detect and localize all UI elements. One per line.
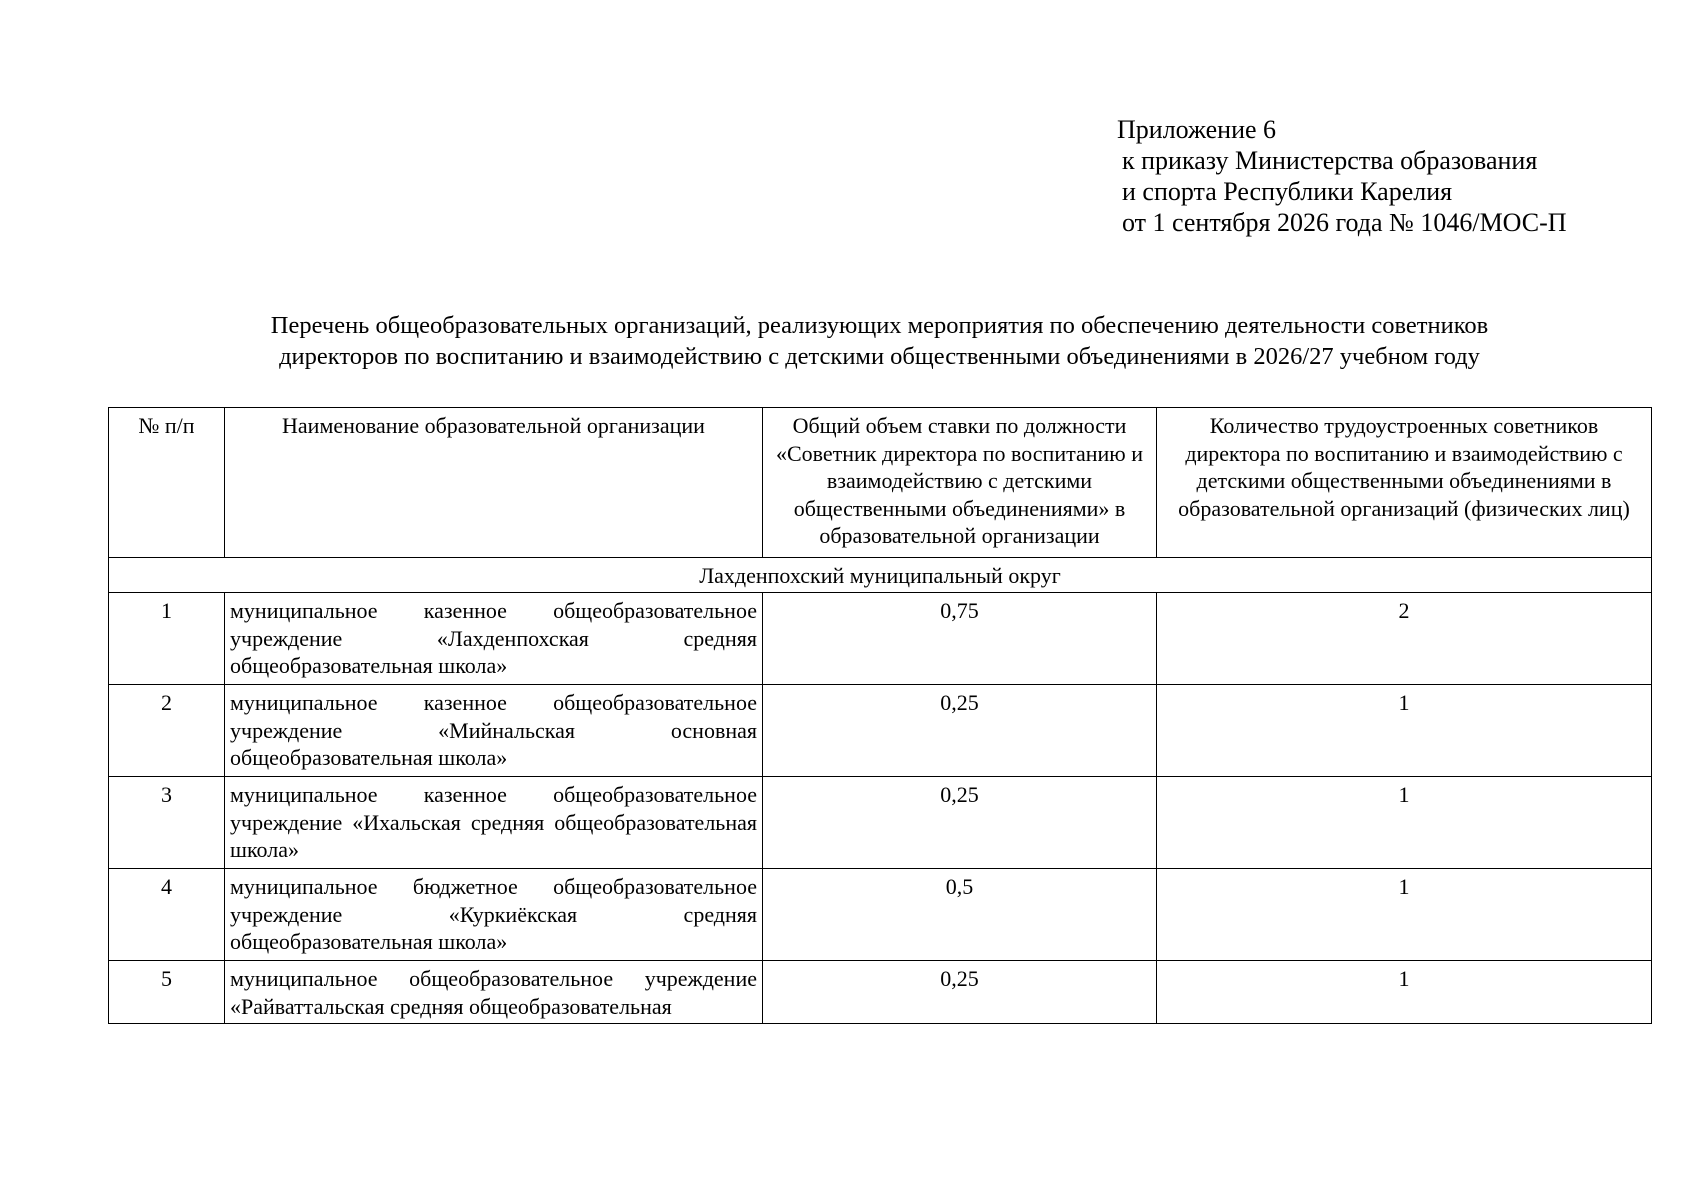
header-rate-volume: Общий объем ставки по должности «Советник директора по воспитанию и взаимодействию с детскими общественными объединениями» в образовательной организации [763,408,1157,558]
appendix-ministry: и спорта Республики Карелия [1122,177,1453,206]
appendix-order-ref: к приказу Министерства образования [1122,146,1538,175]
rate-volume: 0,5 [763,869,1157,961]
organization-name: муниципальное казенное общеобразовательное учреждение «Мийнальская основная общеобразовательная школа» [225,685,763,777]
advisors-count: 1 [1157,961,1652,1024]
header-organization-name: Наименование образовательной организации [225,408,763,558]
organization-name: муниципальное казенное общеобразовательное учреждение «Ихальская средняя общеобразовательная школа» [225,777,763,869]
row-number: 2 [109,685,225,777]
row-number: 5 [109,961,225,1024]
section-title: Лахденпохский муниципальный округ [109,558,1652,593]
table-row [109,685,1652,777]
header-advisors-count: Количество трудоустроенных советников директора по воспитанию и взаимодействию с детскими общественными объединениями в образовательной организаций (физических лиц) [1157,408,1652,558]
table-row [109,777,1652,869]
appendix-block [1117,114,1567,238]
table-row [109,869,1652,961]
rate-volume: 0,75 [763,593,1157,685]
rate-volume: 0,25 [763,777,1157,869]
organization-name: муниципальное общеобразовательное учреждение «Райваттальская средняя общеобразовательная [225,961,763,1024]
advisors-count: 1 [1157,869,1652,961]
document-title [108,310,1651,372]
organization-name: муниципальное казенное общеобразовательное учреждение «Лахденпохская средняя общеобразовательная школа» [225,593,763,685]
section-row [109,558,1652,593]
row-number: 1 [109,593,225,685]
row-number: 3 [109,777,225,869]
document-title-line-2: директоров по воспитанию и взаимодействию с детскими общественными объединениями в 2026/27 учебном году [279,343,1480,370]
rate-volume: 0,25 [763,961,1157,1024]
advisors-count: 1 [1157,685,1652,777]
appendix-label: Приложение 6 [1117,115,1277,144]
document-title-line-1: Перечень общеобразовательных организаций, реализующих мероприятия по обеспечению деятельности советников [270,312,1489,339]
appendix-order-date: от 1 сентября 2026 года № 1046/МОС-П [1122,208,1567,237]
organization-name: муниципальное бюджетное общеобразовательное учреждение «Куркиёкская средняя общеобразовательная школа» [225,869,763,961]
row-number: 4 [109,869,225,961]
table-row [109,961,1652,1024]
advisors-count: 2 [1157,593,1652,685]
advisors-count: 1 [1157,777,1652,869]
header-number: № п/п [109,408,225,558]
table-row [109,593,1652,685]
table-header-row [109,408,1652,558]
rate-volume: 0,25 [763,685,1157,777]
organizations-table [108,407,1652,1024]
